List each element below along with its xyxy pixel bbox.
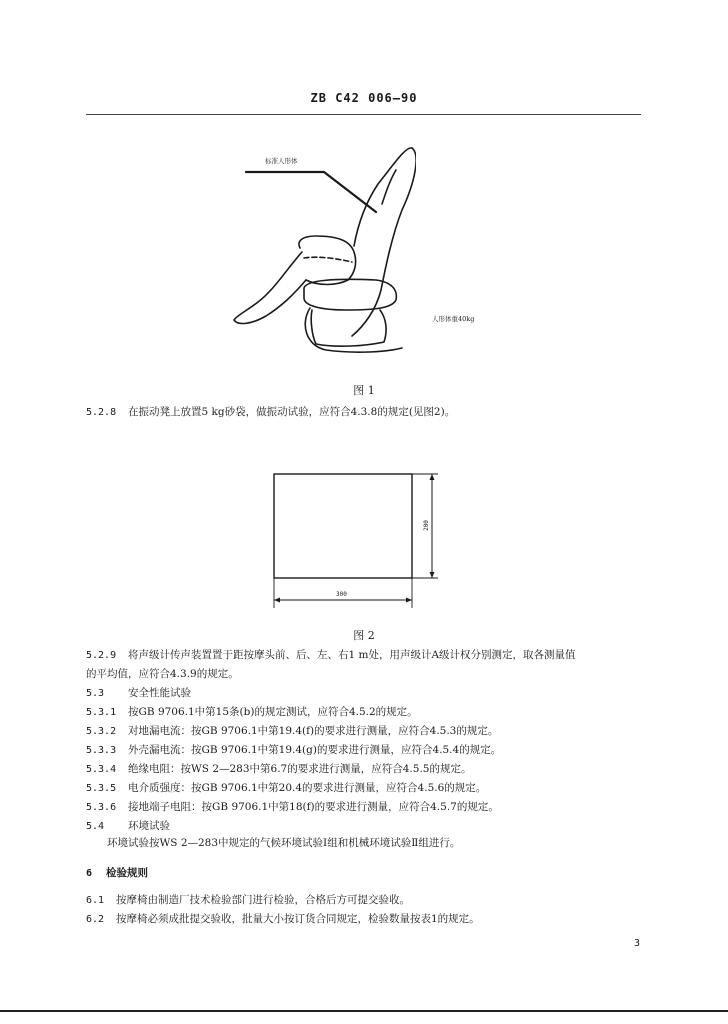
figure-2-caption: 图 2 [353,629,375,642]
clause-text: 的平均值，应符合4.3.9的规定。 [86,668,239,680]
clause-number: 5.3.4 [86,764,117,775]
clause-5-3-1 [86,705,418,720]
section-6-heading [86,866,148,881]
section-5-3 [86,686,191,701]
clause-number: 5.3.2 [86,726,117,737]
clause-text: 在振动凳上放置5 kg砂袋，做振动试验，应符合4.3.8的规定(见图2)。 [128,406,456,418]
clause-number: 5.2.8 [86,407,117,418]
clause-text: 将声级计传声装置置于距按摩头前、后、左、右1 m处，用声级计A级计权分别测定，取各测量值 [128,649,576,661]
clause-text: 接地端子电阻：按GB 9706.1中第18(f)的要求进行测量，应符合4.5.7的规定。 [128,801,499,813]
clause-number: 6.1 [86,895,105,906]
figure-2-height-dimension: 200 [422,520,430,531]
header-rule [86,114,641,115]
figure-2-width-dimension: 300 [336,591,347,598]
clause-5-3-4 [86,762,471,777]
clause-text: 绝缘电阻：按WS 2—283中第6.7的要求进行测量，应符合4.5.5的规定。 [128,763,472,775]
clause-text: 按摩椅由制造厂技术检验部门进行检验，合格后方可提交验收。 [116,894,410,906]
clause-number: 5.2.9 [86,650,117,661]
section-5-4 [86,819,170,834]
standard-code-header: ZB C42 006—90 [310,91,418,105]
clause-5-3-3 [86,743,501,758]
clause-5-3-5 [86,781,486,796]
clause-number: 5.3.5 [86,783,117,794]
clause-text: 环境试验 [128,820,170,832]
figure-2-dimension-drawing [266,466,446,614]
clause-number: 5.4 [86,821,105,832]
clause-number: 6 [86,868,93,879]
figure-1-label-standard-body: 标准人形体 [265,157,298,165]
clause-5-2-9-continued [86,667,239,681]
clause-6-2 [86,912,480,927]
clause-text: 按GB 9706.1中第15条(b)的规定测试，应符合4.5.2的规定。 [128,706,418,718]
page-bottom-edge [0,1010,728,1012]
section-5-4-body [107,836,460,850]
clause-text: 电介质强度：按GB 9706.1中第20.4的要求进行测量，应符合4.5.6的规定。 [128,782,487,794]
clause-5-3-2 [86,724,498,739]
clause-text: 安全性能试验 [128,687,191,699]
clause-text: 外壳漏电流：按GB 9706.1中第19.4(g)的要求进行测量，应符合4.5.4的规定。 [128,744,502,756]
clause-number: 5.3.1 [86,707,117,718]
clause-number: 5.3 [86,688,105,699]
clause-5-3-6 [86,800,499,815]
clause-number: 5.3.3 [86,745,117,756]
clause-text: 按摩椅必须成批提交验收，批量大小按订货合同规定，检验数量按表1的规定。 [116,913,480,925]
clause-5-2-9 [86,648,576,663]
figure-1-chair-illustration [226,140,416,355]
clause-text: 检验规则 [106,867,148,879]
clause-number: 5.3.6 [86,802,117,813]
clause-text: 环境试验按WS 2—283中规定的气候环境试验Ⅰ组和机械环境试验Ⅱ组进行。 [107,837,461,849]
clause-5-2-8 [86,405,455,420]
figure-1-caption: 图 1 [353,384,375,397]
clause-text: 对地漏电流：按GB 9706.1中第19.4(f)的要求进行测量，应符合4.5.3的规定。 [128,725,499,737]
clause-6-1 [86,893,410,908]
figure-1-label-body-weight: 人形体重40kg [432,315,475,323]
page-number: 3 [633,938,640,949]
clause-number: 6.2 [86,914,105,925]
